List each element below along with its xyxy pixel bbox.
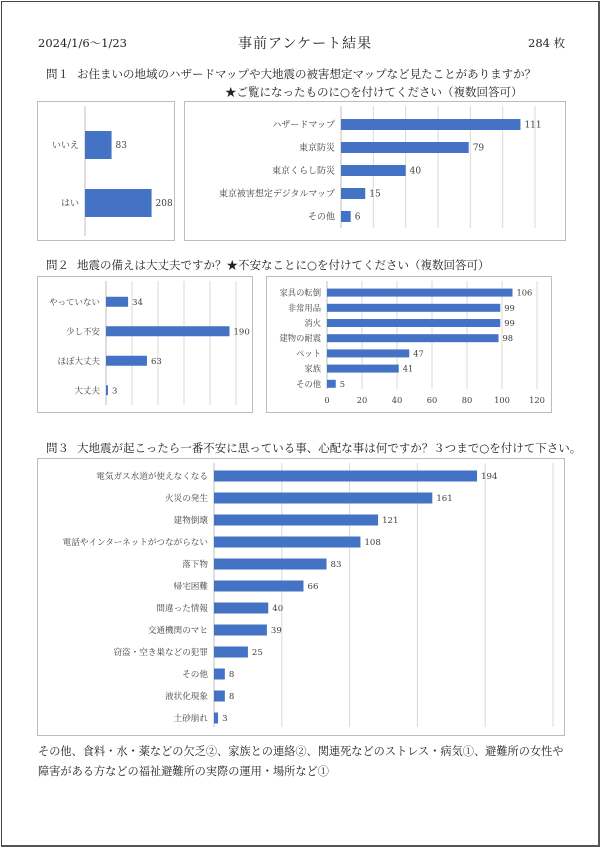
data-label: 40 [409, 166, 422, 177]
page-title: 事前アンケート結果 [238, 36, 373, 52]
response-count: 284 枚 [528, 36, 566, 50]
q1-number: 問１ [46, 67, 69, 81]
category-label: 少し不安 [65, 327, 100, 338]
category-label: 液状化現象 [165, 692, 208, 703]
bar [341, 119, 520, 130]
category-label: 東京被害想定デジタルマップ [218, 189, 335, 200]
bar [214, 493, 432, 504]
data-label: 99 [504, 302, 515, 313]
bar [106, 326, 230, 336]
bar [214, 559, 327, 570]
bar [214, 625, 267, 636]
data-label: 41 [402, 363, 414, 374]
data-label: 108 [364, 538, 381, 549]
data-label: 161 [436, 494, 453, 505]
bar [327, 334, 499, 342]
data-label: 3 [222, 714, 228, 725]
category-label: やっていない [48, 297, 100, 308]
category-label: 電気ガス水道が使えなくなる [96, 472, 208, 483]
data-label: 83 [115, 141, 128, 152]
chart-q1-maps [185, 102, 565, 240]
chart-panel-q1-maps [184, 101, 566, 241]
chart-q2-worries [267, 277, 551, 412]
data-label: 25 [251, 648, 263, 659]
data-label: 190 [233, 327, 250, 338]
category-label: 家具の転倒 [279, 287, 321, 298]
category-label: 交通機関のマヒ [147, 626, 208, 637]
chart-panel-q1-seen [37, 101, 175, 241]
bar [327, 380, 336, 388]
category-label: 建物の耐震 [279, 333, 321, 344]
x-tick-label: 60 [426, 395, 438, 405]
q2-question: 地震の備えは大丈夫ですか？★不安なことに○を付けてください（複数回答可） [77, 258, 490, 272]
data-label: 63 [150, 356, 162, 367]
category-label: 間違った情報 [156, 604, 208, 615]
x-tick-label: 100 [494, 395, 510, 405]
chart-q2-ready [38, 277, 252, 412]
bar [327, 304, 500, 312]
category-label: その他 [307, 212, 335, 223]
bar [214, 471, 477, 482]
category-label: はい [60, 199, 79, 210]
data-label: 111 [524, 120, 542, 131]
x-tick-label: 40 [391, 395, 403, 405]
chart-q3-concerns [38, 459, 564, 735]
category-label: 土砂崩れ [173, 714, 208, 725]
bar [106, 356, 147, 366]
q1-question: お住まいの地域のハザードマップや大地震の被害想定マップなど見たことがありますか？ [77, 67, 537, 81]
bar [214, 581, 303, 592]
data-label: 121 [382, 516, 399, 527]
bar [327, 319, 500, 327]
data-label: 98 [502, 333, 514, 344]
data-label: 99 [504, 317, 515, 328]
x-tick-label: 0 [324, 395, 330, 405]
category-label: 電話やインターネットがつながらない [62, 538, 208, 549]
category-label: 建物倒壊 [173, 516, 208, 527]
data-label: 15 [369, 189, 381, 200]
category-label: 東京くらし防災 [271, 166, 335, 177]
category-label: 家族 [304, 363, 321, 374]
data-label: 47 [413, 348, 424, 359]
data-label: 5 [339, 378, 346, 389]
category-label: 帰宅困難 [173, 582, 208, 593]
bar [214, 669, 225, 680]
data-label: 79 [472, 143, 485, 154]
q3-number: 問３ [46, 441, 69, 455]
category-label: ペット [296, 348, 321, 359]
x-tick-label: 120 [529, 395, 545, 405]
data-label: 66 [307, 582, 319, 593]
data-label: 39 [270, 626, 282, 637]
category-label: 消火 [304, 317, 321, 328]
category-label: その他 [182, 670, 208, 681]
data-label: 6 [354, 212, 361, 223]
data-label: 83 [330, 560, 342, 571]
bar [327, 365, 399, 373]
data-label: 8 [228, 670, 235, 681]
date-range: 2024/1/6～1/23 [38, 36, 127, 50]
data-label: 194 [481, 472, 498, 483]
chart-panel-q3-concerns [37, 458, 565, 736]
q2-number: 問２ [46, 258, 69, 272]
bar [327, 289, 513, 297]
bar [106, 297, 128, 307]
data-label: 8 [228, 692, 235, 703]
category-label: 大丈夫 [74, 386, 100, 397]
chart-panel-q2-ready [37, 276, 253, 413]
category-label: 落下物 [182, 560, 208, 571]
bar [341, 142, 469, 153]
chart-panel-q2-worries [266, 276, 552, 413]
category-label: その他 [296, 378, 321, 389]
category-label: 窃盗・空き巣などの犯罪 [113, 648, 208, 659]
footer-note: その他、食料・水・薬などの欠乏②、家族との連絡②、関連死などのストレス・病気①、避難所の女性や障害がある方などの福祉避難所の実際の運用・場所など① [38, 745, 564, 778]
bar [214, 647, 248, 658]
bar [327, 349, 409, 357]
chart-q1-seen [38, 102, 174, 240]
x-tick-label: 20 [356, 395, 368, 405]
data-label: 3 [111, 386, 118, 397]
data-label: 208 [155, 199, 173, 210]
category-label: ほぼ大丈夫 [57, 356, 100, 367]
bar [341, 165, 406, 176]
category-label: 火災の発生 [165, 494, 208, 505]
data-label: 40 [272, 604, 284, 615]
category-label: 東京防災 [298, 143, 335, 154]
bar [85, 189, 152, 217]
category-label: ハザードマップ [272, 120, 335, 131]
q1-instruction: ★ご覧になったものに○を付けてください（複数回答可） [225, 85, 523, 99]
q3-question: 大地震が起こったら一番不安に思っている事、心配な事は何ですか？３つまで○を付けて下さい。 [77, 441, 582, 455]
x-tick-label: 80 [461, 395, 473, 405]
bar [106, 385, 108, 395]
bar [85, 131, 112, 159]
data-label: 106 [516, 287, 533, 298]
bar [214, 515, 378, 526]
bar [214, 537, 360, 548]
category-label: 非常用品 [287, 302, 321, 313]
category-label: いいえ [51, 141, 79, 152]
bar [341, 188, 365, 199]
bar [214, 713, 218, 724]
bar [214, 603, 268, 614]
data-label: 34 [132, 297, 143, 308]
bar [341, 211, 351, 222]
bar [214, 691, 225, 702]
